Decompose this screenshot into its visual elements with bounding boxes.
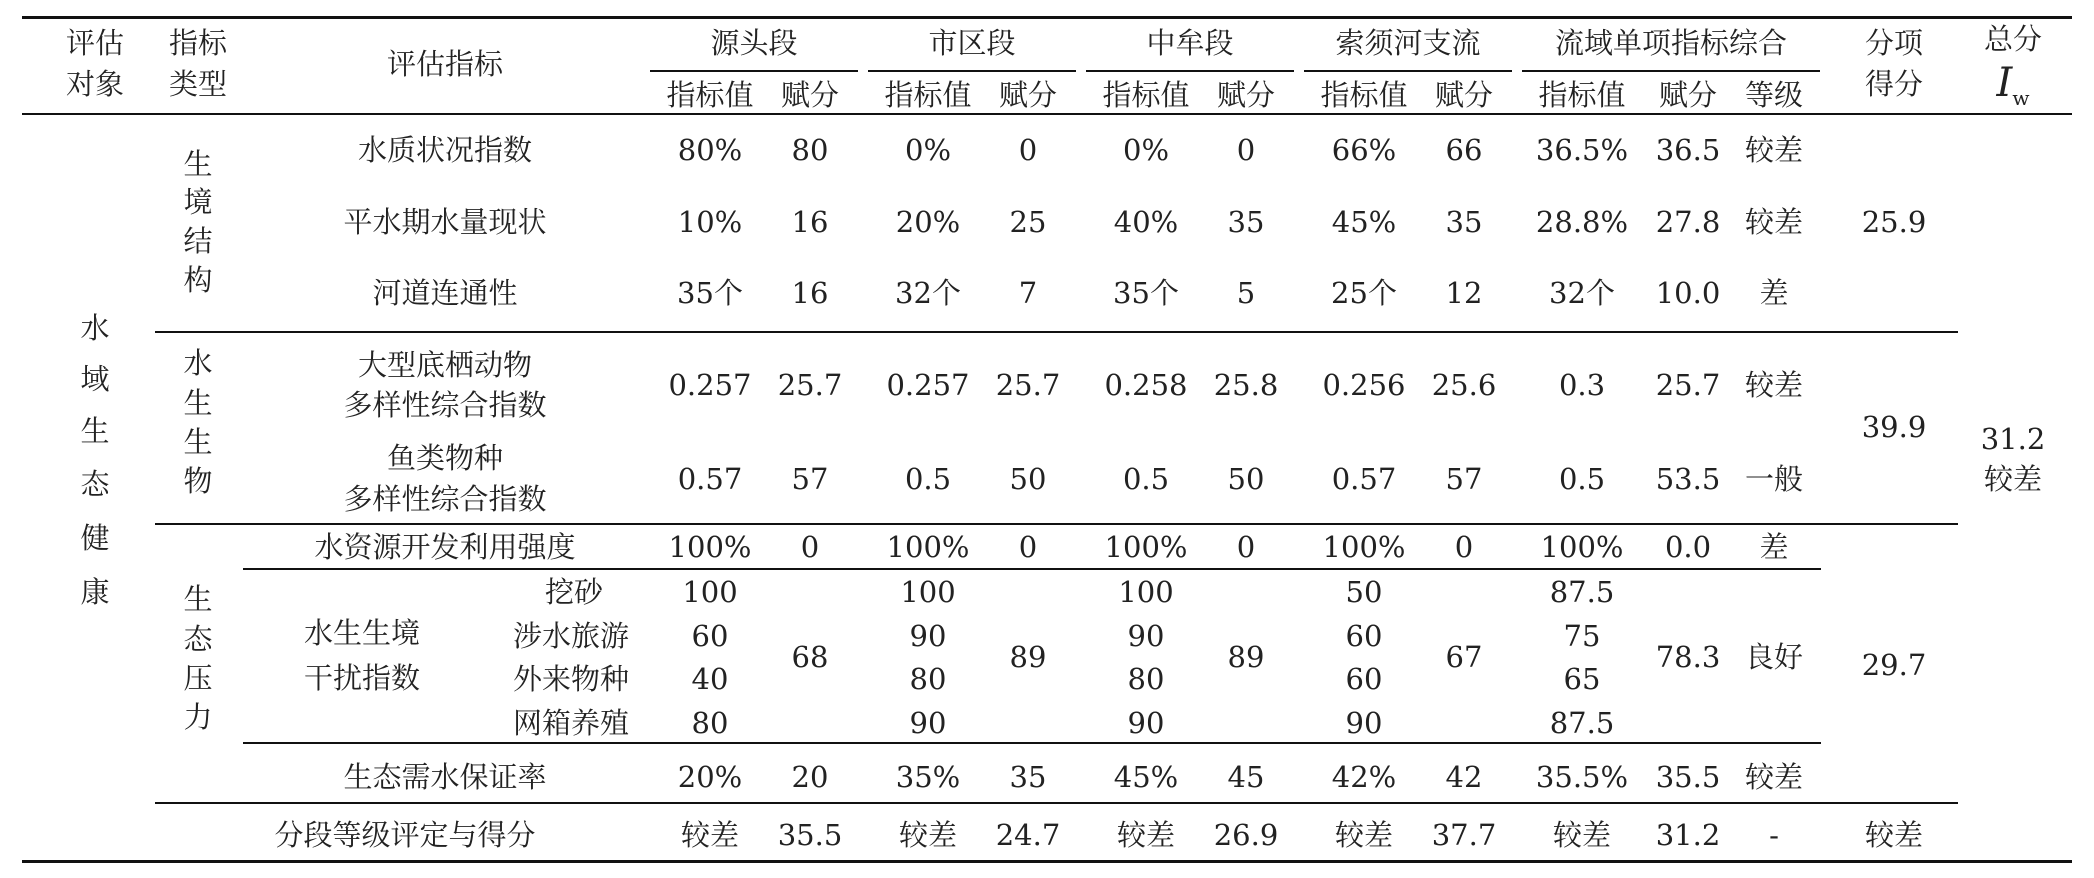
total-symbol-subscript: w <box>2012 86 2030 110</box>
disturbance-sub-invasive: 外来物种 <box>513 662 630 696</box>
cell-fish-1: 57 <box>791 462 829 496</box>
cell-summary-0: 较差 <box>680 818 740 852</box>
cell-eco-water-9: 35.5 <box>1655 760 1721 794</box>
cell-summary-4: 较差 <box>1116 818 1176 852</box>
cell-flow-8: 28.8% <box>1535 205 1629 239</box>
total-score-grade: 较差 <box>1983 462 2043 496</box>
indicator-water-use: 水资源开发利用强度 <box>314 530 576 564</box>
cell-disturbance-grade: 良好 <box>1744 640 1804 674</box>
cell-disturbance-sub-0-0: 100 <box>682 575 738 609</box>
cell-benthos-10: 较差 <box>1744 368 1804 402</box>
cell-water-use-9: 0.0 <box>1664 530 1712 564</box>
header-indicator: 评估指标 <box>386 47 504 81</box>
segment-underline-5 <box>1522 70 1820 72</box>
item-score-pressure: 29.7 <box>1861 648 1927 682</box>
cell-water-quality-10: 较差 <box>1744 133 1804 167</box>
sub-value-4: 指标值 <box>1320 78 1408 112</box>
cell-fish-6: 0.57 <box>1331 462 1397 496</box>
cell-eco-water-4: 45% <box>1113 760 1179 794</box>
object-char-3: 生 <box>80 414 110 448</box>
cell-disturbance-sub-2-3: 90 <box>1127 706 1165 740</box>
group-pressure-char-3: 压 <box>183 661 213 695</box>
cell-connectivity-3: 7 <box>1018 276 1038 310</box>
group-habitat-char-4: 构 <box>183 263 213 297</box>
group-biota-char-4: 物 <box>183 464 213 498</box>
indicator-fish-1: 鱼类物种 <box>386 441 504 475</box>
header-segment-city: 市区段 <box>928 26 1016 60</box>
cell-summary-5: 26.9 <box>1213 818 1279 852</box>
group-habitat-char-3: 结 <box>183 224 213 258</box>
water-use-rule <box>243 568 1821 570</box>
cell-summary-1: 35.5 <box>777 818 843 852</box>
header-item-score-1: 分项 <box>1864 26 1924 60</box>
cell-connectivity-6: 25个 <box>1331 276 1397 310</box>
object-char-1: 水 <box>80 311 110 345</box>
cell-flow-9: 27.8 <box>1655 205 1721 239</box>
cell-eco-water-10: 较差 <box>1744 760 1804 794</box>
item-score-habitat: 25.9 <box>1861 205 1927 239</box>
cell-disturbance-score-0: 68 <box>791 640 829 674</box>
cell-water-use-2: 100% <box>886 530 970 564</box>
segment-underline-3 <box>1086 70 1294 72</box>
header-object-1: 评估 <box>65 26 125 60</box>
cell-water-use-4: 100% <box>1104 530 1188 564</box>
cell-fish-9: 53.5 <box>1655 462 1721 496</box>
cell-summary-9: 31.2 <box>1655 818 1721 852</box>
cell-fish-7: 57 <box>1445 462 1483 496</box>
cell-flow-3: 25 <box>1009 205 1047 239</box>
cell-summary-10: - <box>1769 818 1779 852</box>
cell-fish-2: 0.5 <box>904 462 952 496</box>
group-biota-char-1: 水 <box>183 346 213 380</box>
indicator-summary: 分段等级评定与得分 <box>274 818 536 852</box>
cell-summary-7: 37.7 <box>1431 818 1497 852</box>
cell-fish-10: 一般 <box>1744 462 1804 496</box>
cell-connectivity-8: 32个 <box>1549 276 1615 310</box>
top-rule <box>22 16 2072 19</box>
sub-value-2: 指标值 <box>884 78 972 112</box>
cell-water-quality-9: 36.5 <box>1655 133 1721 167</box>
cell-connectivity-4: 35个 <box>1113 276 1179 310</box>
indicator-benthos-2: 多样性综合指数 <box>343 388 547 422</box>
header-type-1: 指标 <box>168 26 228 60</box>
cell-fish-5: 50 <box>1227 462 1265 496</box>
cell-water-use-8: 100% <box>1540 530 1624 564</box>
header-segment-zhongmu: 中牟段 <box>1146 26 1234 60</box>
cell-disturbance-sub-4-2: 65 <box>1563 662 1601 696</box>
cell-water-quality-1: 80 <box>791 133 829 167</box>
header-object-2: 对象 <box>65 67 125 101</box>
total-symbol-main: I <box>1996 60 2013 106</box>
header-type-2: 类型 <box>168 67 228 101</box>
header-segment-basin: 流域单项指标综合 <box>1554 26 1788 60</box>
sub-grade-5: 等级 <box>1744 78 1804 112</box>
cell-water-quality-0: 80% <box>677 133 743 167</box>
cell-disturbance-score-1: 89 <box>1009 640 1047 674</box>
cell-benthos-3: 25.7 <box>995 368 1061 402</box>
cell-disturbance-sub-0-2: 40 <box>691 662 729 696</box>
header-rule <box>22 113 2072 115</box>
sub-score-2: 赋分 <box>998 78 1058 112</box>
header-segment-suoxu: 索须河支流 <box>1335 26 1481 60</box>
cell-eco-water-1: 20 <box>791 760 829 794</box>
cell-disturbance-sub-4-1: 75 <box>1563 619 1601 653</box>
cell-disturbance-score-4: 78.3 <box>1655 640 1721 674</box>
sub-value-1: 指标值 <box>666 78 754 112</box>
indicator-connectivity: 河道连通性 <box>372 276 518 310</box>
indicator-disturbance-1: 水生生境 <box>303 616 421 650</box>
header-total-symbol <box>1996 60 2030 115</box>
cell-eco-water-6: 42% <box>1331 760 1397 794</box>
cell-flow-1: 16 <box>791 205 829 239</box>
cell-connectivity-9: 10.0 <box>1655 276 1721 310</box>
cell-disturbance-sub-0-3: 80 <box>691 706 729 740</box>
cell-disturbance-sub-3-1: 60 <box>1345 619 1383 653</box>
group-pressure-char-1: 生 <box>183 582 213 616</box>
cell-water-quality-2: 0% <box>904 133 952 167</box>
group-pressure-char-2: 态 <box>183 622 213 656</box>
cell-benthos-2: 0.257 <box>886 368 970 402</box>
cell-eco-water-8: 35.5% <box>1535 760 1629 794</box>
cell-flow-4: 40% <box>1113 205 1179 239</box>
cell-flow-2: 20% <box>895 205 961 239</box>
cell-summary-3: 24.7 <box>995 818 1061 852</box>
cell-disturbance-sub-4-3: 87.5 <box>1549 706 1615 740</box>
cell-water-use-5: 0 <box>1236 530 1256 564</box>
cell-eco-water-0: 20% <box>677 760 743 794</box>
sub-score-3: 赋分 <box>1216 78 1276 112</box>
cell-water-use-1: 0 <box>800 530 820 564</box>
object-char-6: 康 <box>80 575 110 609</box>
cell-flow-10: 较差 <box>1744 205 1804 239</box>
cell-water-quality-3: 0 <box>1018 133 1038 167</box>
disturbance-sub-tourism: 涉水旅游 <box>513 619 630 653</box>
cell-disturbance-score-3: 67 <box>1445 640 1483 674</box>
indicator-disturbance-2: 干扰指数 <box>303 661 421 695</box>
cell-connectivity-1: 16 <box>791 276 829 310</box>
header-segment-source: 源头段 <box>710 26 798 60</box>
cell-summary-item: 较差 <box>1864 818 1924 852</box>
cell-benthos-7: 25.6 <box>1431 368 1497 402</box>
bottom-rule <box>22 860 2072 863</box>
cell-connectivity-0: 35个 <box>677 276 743 310</box>
object-char-5: 健 <box>80 521 110 555</box>
sub-score-1: 赋分 <box>780 78 840 112</box>
cell-summary-6: 较差 <box>1334 818 1394 852</box>
cell-fish-8: 0.5 <box>1558 462 1606 496</box>
cell-flow-5: 35 <box>1227 205 1265 239</box>
cell-disturbance-sub-2-2: 80 <box>1127 662 1165 696</box>
disturbance-rule <box>243 742 1821 744</box>
cell-eco-water-5: 45 <box>1227 760 1265 794</box>
cell-connectivity-2: 32个 <box>895 276 961 310</box>
cell-benthos-0: 0.257 <box>668 368 752 402</box>
cell-fish-3: 50 <box>1009 462 1047 496</box>
cell-water-use-7: 0 <box>1454 530 1474 564</box>
segment-underline-4 <box>1304 70 1512 72</box>
object-char-4: 态 <box>80 467 110 501</box>
cell-disturbance-sub-0-1: 60 <box>691 619 729 653</box>
cell-disturbance-sub-4-0: 87.5 <box>1549 575 1615 609</box>
cell-disturbance-sub-1-1: 90 <box>909 619 947 653</box>
cell-disturbance-sub-1-3: 90 <box>909 706 947 740</box>
cell-water-quality-6: 66% <box>1331 133 1397 167</box>
cell-water-quality-8: 36.5% <box>1535 133 1629 167</box>
cell-eco-water-3: 35 <box>1009 760 1047 794</box>
sub-score-5: 赋分 <box>1658 78 1718 112</box>
cell-disturbance-sub-2-1: 90 <box>1127 619 1165 653</box>
cell-summary-2: 较差 <box>898 818 958 852</box>
cell-water-quality-4: 0% <box>1122 133 1170 167</box>
cell-connectivity-10: 差 <box>1759 276 1789 310</box>
cell-disturbance-sub-3-0: 50 <box>1345 575 1383 609</box>
cell-benthos-4: 0.258 <box>1104 368 1188 402</box>
indicator-benthos-1: 大型底栖动物 <box>357 348 533 382</box>
group-pressure-char-4: 力 <box>183 700 213 734</box>
cell-water-use-10: 差 <box>1759 530 1789 564</box>
cell-fish-0: 0.57 <box>677 462 743 496</box>
indicator-fish-2: 多样性综合指数 <box>343 482 547 516</box>
segment-underline-2 <box>868 70 1076 72</box>
cell-disturbance-score-2: 89 <box>1227 640 1265 674</box>
total-score-value: 31.2 <box>1980 422 2046 456</box>
cell-water-quality-7: 66 <box>1445 133 1483 167</box>
cell-water-quality-5: 0 <box>1236 133 1256 167</box>
cell-disturbance-sub-3-2: 60 <box>1345 662 1383 696</box>
header-total-1: 总分 <box>1983 22 2043 56</box>
cell-flow-0: 10% <box>677 205 743 239</box>
sub-score-4: 赋分 <box>1434 78 1494 112</box>
group-biota-char-2: 生 <box>183 386 213 420</box>
cell-disturbance-sub-2-0: 100 <box>1118 575 1174 609</box>
indicator-water-quality: 水质状况指数 <box>357 133 533 167</box>
cell-disturbance-sub-1-2: 80 <box>909 662 947 696</box>
sub-value-5: 指标值 <box>1538 78 1626 112</box>
cell-connectivity-5: 5 <box>1236 276 1256 310</box>
segment-underline-1 <box>650 70 858 72</box>
cell-water-use-0: 100% <box>668 530 752 564</box>
cell-water-use-6: 100% <box>1322 530 1406 564</box>
summary-rule <box>155 802 1958 804</box>
cell-benthos-6: 0.256 <box>1322 368 1406 402</box>
cell-disturbance-sub-1-0: 100 <box>900 575 956 609</box>
disturbance-sub-sand: 挖砂 <box>545 575 604 609</box>
cell-water-use-3: 0 <box>1018 530 1038 564</box>
disturbance-sub-cage: 网箱养殖 <box>513 706 630 740</box>
group-biota-char-3: 生 <box>183 425 213 459</box>
cell-benthos-8: 0.3 <box>1558 368 1606 402</box>
habitat-rule <box>155 331 1958 333</box>
cell-eco-water-2: 35% <box>895 760 961 794</box>
cell-flow-7: 35 <box>1445 205 1483 239</box>
cell-disturbance-sub-3-3: 90 <box>1345 706 1383 740</box>
cell-benthos-9: 25.7 <box>1655 368 1721 402</box>
sub-value-3: 指标值 <box>1102 78 1190 112</box>
object-char-2: 域 <box>80 362 110 396</box>
cell-summary-8: 较差 <box>1552 818 1612 852</box>
indicator-eco-water: 生态需水保证率 <box>343 760 547 794</box>
cell-eco-water-7: 42 <box>1445 760 1483 794</box>
cell-flow-6: 45% <box>1331 205 1397 239</box>
cell-benthos-5: 25.8 <box>1213 368 1279 402</box>
group-habitat-char-1: 生 <box>183 147 213 181</box>
group-habitat-char-2: 境 <box>183 185 213 219</box>
cell-connectivity-7: 12 <box>1445 276 1483 310</box>
biota-rule <box>155 523 1958 525</box>
indicator-flow: 平水期水量现状 <box>343 205 547 239</box>
item-score-biota: 39.9 <box>1861 410 1927 444</box>
header-item-score-2: 得分 <box>1864 67 1924 101</box>
cell-fish-4: 0.5 <box>1122 462 1170 496</box>
cell-benthos-1: 25.7 <box>777 368 843 402</box>
